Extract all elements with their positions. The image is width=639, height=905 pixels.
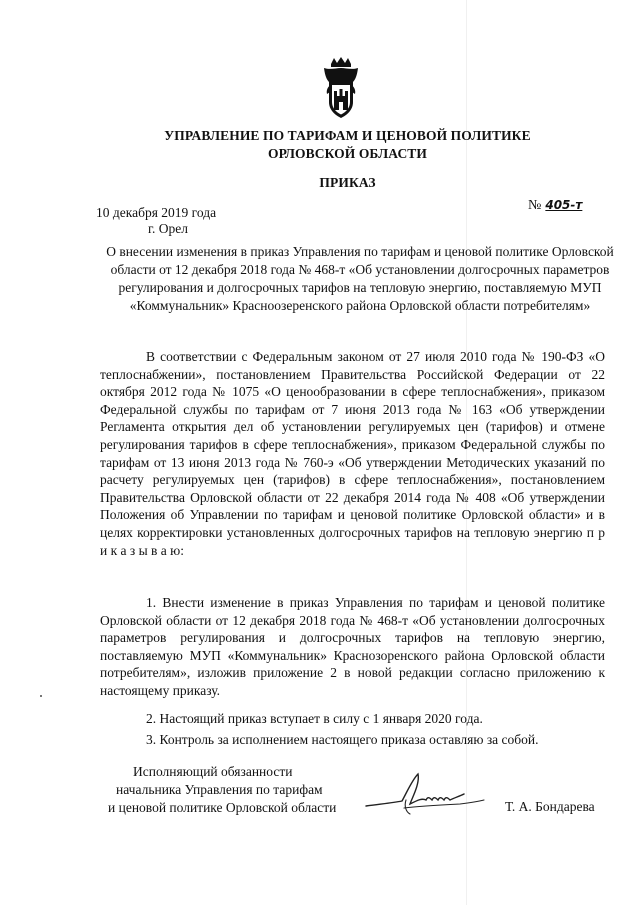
preamble-paragraph: В соответствии с Федеральным законом от 27 июля 2010 года № 190-ФЗ «О теплоснабжении», постановлением Правительства Российской Федерации от 22 октября 2012 года № 1075 «О ценообразовании в сфере теплоснабжения», приказом Федеральной службы по тарифам от 7 июня 2013 года № 163 «Об утверждении Регламента открытия дел об установлении регулируемых цен (тарифов) и отмене регулирования тарифов в сфере теплоснабжения», приказом Федеральной службы по тарифам от 13 июня 2013 года № 760-э «Об утверждении Методических указаний по расчету регулируемых цен (тарифов) в сфере теплоснабжения», постановлением Правительства Орловской области от 22 декабря 2014 года № 408 «Об утверждении Положения об Управлении по тарифам и ценовой политике Орловской области» и в целях корректировки установленных долгосрочных тарифов на тепловую энергию п р и к а з ы в а ю: [100,349,605,558]
handwritten-signature [360,770,490,822]
document-city: г. Орел [148,221,188,236]
org-name-line1: УПРАВЛЕНИЕ ПО ТАРИФАМ И ЦЕНОВОЙ ПОЛИТИКЕ [164,128,531,143]
signatory-title-line3: и ценовой политике Орловской области [108,800,337,815]
org-name-line2: ОРЛОВСКОЙ ОБЛАСТИ [267,146,428,161]
scan-speck [40,695,42,697]
document-date: 10 декабря 2019 года [96,205,217,220]
document-number [528,198,582,214]
document-type: ПРИКАЗ [319,175,376,190]
number-value: 405-т [545,198,583,212]
order-item-3: 3. Контроль за исполнением настоящего приказа оставляю за собой. [146,732,539,747]
order-item-1: 1. Внести изменение в приказ Управления по тарифам и ценовой политике Орловской области от 12 декабря 2018 года № 468-т «Об установлении долгосрочных параметров регулирования и долгосрочных тарифов на тепловую энергию, поставляемую МУП «Коммунальник» Краснозоренского района Орловской области потребителям», изложив приложение 2 в новой редакции согласно приложению к настоящему приказу. [100,595,605,698]
document-subject: О внесении изменения в приказ Управления по тарифам и ценовой политике Орловской области от 12 декабря 2018 года № 468-т «Об установлении долгосрочных параметров регулирования и долгосрочных тарифов на тепловую энергию, поставляемую МУП «Коммунальник» Красноозеренского района Орловской области потребителям» [106,244,614,313]
coat-of-arms-icon [318,56,364,120]
signatory-title-line2: начальника Управления по тарифам [116,782,323,797]
order-item-2: 2. Настоящий приказ вступает в силу с 1 января 2020 года. [146,711,483,726]
number-sign: № [528,198,542,213]
signatory-name: Т. А. Бондарева [505,799,595,814]
signatory-title-line1: Исполняющий обязанности [133,764,293,779]
